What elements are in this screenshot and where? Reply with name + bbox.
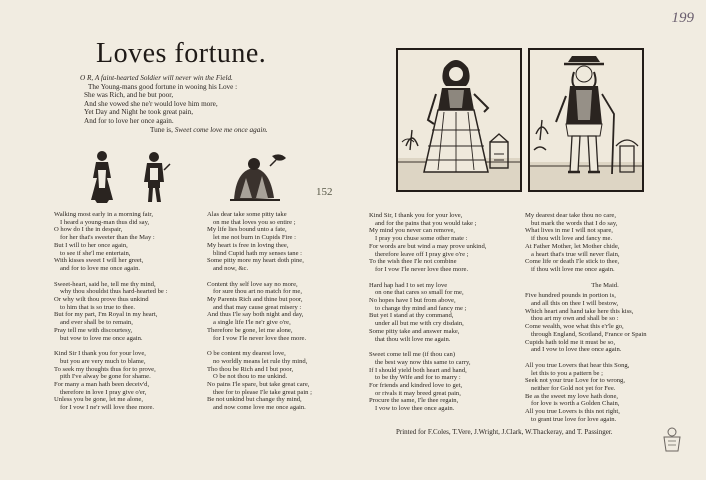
verse-line: Alas dear take some pitty take <box>207 211 287 218</box>
verse-line: For many a man hath been deceiv'd, <box>54 381 150 389</box>
verse-line: and for the pains that you would take ; <box>375 219 477 227</box>
verse-line: blind Cupid hath my senses tane : <box>213 249 303 257</box>
verse-line: if thou wilt love and fancy me. <box>531 235 613 243</box>
subtitle-line: And for to love her once again. <box>84 116 174 125</box>
verse-line: no worldly means let rule thy mind, <box>213 357 308 365</box>
subtitle-line: Yet Day and Night he took great pain, <box>84 108 194 117</box>
subtitle-line: The Young-mans good fortune in wooing his Love : <box>88 82 238 91</box>
verse-line: My Parents Rich and thine but poor, <box>207 296 303 304</box>
verse-column-2 <box>207 211 357 420</box>
verse-line: Sweet-heart, said he, tell me thy mind, <box>54 280 156 288</box>
verse-line: a single life I'le ne'r give o're, <box>213 319 291 327</box>
verse-line: Sweet come tell me (if thou can) <box>369 351 456 359</box>
verse-column-3 <box>369 212 521 421</box>
verse-line: to him that is so true to thee. <box>60 303 136 311</box>
verse-line: Or why wilt thou prove thus unkind <box>54 296 149 304</box>
verse-line: But I will to her once again, <box>54 241 128 249</box>
verse-line: Seek not your true Love for to wrong, <box>525 377 625 385</box>
catalog-number: 199 <box>671 10 694 26</box>
verse-line: Come wealth, woe what this e'r'le go, <box>525 323 624 331</box>
verse-line: to be thy Wife and for to marry : <box>375 374 461 382</box>
verse-line: on one that cares so small for me, <box>375 289 464 297</box>
verse-line: No pains I'le spare, but take great care, <box>207 381 310 389</box>
verse-line: But for my part, I'm Royal in my heart, <box>54 311 158 319</box>
verse-line: My dearest dear take thou no care, <box>525 212 616 219</box>
verse-line: let me not burn in Cupids Fire : <box>213 234 296 242</box>
verse-line: At Father Mother, let Mother chide, <box>525 242 620 250</box>
library-stamp <box>660 425 684 455</box>
verse-line: therefore in love I pray give o'er, <box>60 388 147 396</box>
verse-line: O how do I the in despair, <box>54 226 123 234</box>
verse-line: the best way now this same to carry, <box>375 358 471 366</box>
tune-prefix: Tune is, <box>150 125 173 134</box>
verse-line: All you true Lovers is this not right, <box>525 408 620 416</box>
verse-line: therefore leave off I pray give o're ; <box>375 250 469 258</box>
verse-line: Which heart and hand take here this kiss, <box>525 307 634 315</box>
stanza <box>54 211 202 273</box>
verse-line: With kisses sweet I will her greet, <box>54 257 144 265</box>
verse-line: but vow to love me once again. <box>60 334 143 342</box>
verse-line: for sure thou art no match for me, <box>213 288 302 296</box>
verse-line: To seek my thoughts thus for to prove, <box>54 365 156 373</box>
stanza <box>54 350 202 412</box>
verse-line: and now, &c. <box>213 264 249 272</box>
verse-line: Come life or death I'le stick to thee, <box>525 258 620 266</box>
verse-line: No hopes have I but from above, <box>369 297 456 305</box>
verse-line: I pray you chuse some other mate : <box>375 235 468 243</box>
verse-line: why thou shouldst thus hard-hearted be : <box>60 288 168 296</box>
verse-line: Tho thou be Rich and I but poor, <box>207 365 294 373</box>
verse-line: My mind you never can remove, <box>369 227 456 235</box>
tune-line <box>80 126 340 135</box>
verse-line: on me that loves you so entire ; <box>213 218 296 226</box>
verse-column-1 <box>54 211 202 420</box>
verse-line: for I vow I'le never love thee more. <box>213 334 307 342</box>
verse-line: Procure the same, I'le thee regain, <box>369 397 459 405</box>
verse-line: If I should yield both heart and hand, <box>369 366 467 374</box>
stanza <box>525 292 685 354</box>
verse-line: thee for to please I'le take great pain ; <box>213 388 312 396</box>
verse-line: Some pitty take and answer make, <box>369 327 460 335</box>
verse-line: neither for Gold not yet for Fee. <box>531 385 616 393</box>
stanza <box>369 351 521 413</box>
subtitle-line: And she vowed she ne'r would love him more, <box>84 99 218 108</box>
stanza <box>369 282 521 344</box>
verse-line: through England, Scotland, France or Spain <box>531 330 647 338</box>
subtitle-line: O R, A faint-hearted Soldier will never win the Field. <box>80 74 233 82</box>
verse-line: and I vow to love thee once again. <box>531 346 622 354</box>
verse-line: and all this on thee I will bestow, <box>531 300 619 308</box>
verse-line: To the wish thee I'le not combine <box>369 258 457 266</box>
printer-imprint: Printed for F.Coles, T.Vere, J.Wright, J.Clark, W.Thackeray, and T. Passinger. <box>396 428 613 436</box>
subtitle-line: She was Rich, and he but poor, <box>84 91 174 100</box>
stanza <box>54 281 202 343</box>
stanza <box>525 362 685 424</box>
verse-line: But yet I stand at thy command, <box>369 312 454 320</box>
verse-line: Therefore be gone, let me alone, <box>207 326 293 334</box>
gentleman-woodcut <box>528 48 644 192</box>
verse-line: thou art my own and shall be so : <box>531 315 619 323</box>
stanza <box>207 281 357 343</box>
stanza <box>369 212 521 274</box>
ballad-title: Loves fortune. <box>96 38 267 69</box>
verse-line: pith I've alway be gone for shame. <box>60 373 151 381</box>
verse-line: Pray tell me with discourtesy, <box>54 326 133 334</box>
verse-line: Kind Sir I thank you for your love, <box>54 350 146 358</box>
verse-line: My heart is free in loving thee, <box>207 241 289 249</box>
verse-line: to change thy mind and fancy me ; <box>375 304 467 312</box>
verse-line: O be not thou to me unkind. <box>213 373 288 381</box>
verse-line: and ever shall be to remain, <box>60 319 133 327</box>
verse-line: O be content my dearest love, <box>207 350 286 358</box>
ballad-subtitle <box>80 74 340 134</box>
verse-line: and now come love me once again. <box>213 404 306 412</box>
verse-line: for I vow I'le never love thee more. <box>375 265 469 273</box>
margin-note: 152 <box>316 186 333 198</box>
woman-figure-woodcut <box>86 148 118 204</box>
verse-line: a heart that's true will never flain, <box>531 250 620 258</box>
verse-line: to grant true love for love again. <box>531 415 617 423</box>
verse-line: All you true Lovers that hear this Song, <box>525 361 630 369</box>
verse-line: that thou wilt love me again. <box>375 335 451 343</box>
verse-line: And thus I'le say both night and day, <box>207 311 304 319</box>
verse-line: What lives in me I will not spare, <box>525 227 613 235</box>
verse-line: let this to you a pattern be ; <box>531 369 603 377</box>
stanza <box>525 212 685 274</box>
lady-woodcut <box>396 48 522 192</box>
verse-line: Hard hap had I to set my love <box>369 281 448 289</box>
verse-line: but mark the words that I do say, <box>531 219 618 227</box>
stanza <box>207 350 357 412</box>
verse-line: My life lies bound unto a fate, <box>207 226 287 234</box>
verse-line: under all but me with cry disdain, <box>375 320 464 328</box>
verse-line: for I vow I ne'r will love thee more. <box>60 404 155 412</box>
verse-column-4 <box>525 212 685 432</box>
verse-line: Some pitty more my heart doth pine, <box>207 257 304 265</box>
verse-line: For words are but wind a may prove unkind, <box>369 242 487 250</box>
verse-line: Cupids hath told me it must be so, <box>525 338 616 346</box>
verse-line: For friends and kindred love to get, <box>369 382 463 390</box>
verse-line: for love is worth a Golden Chain, <box>531 400 620 408</box>
verse-line: I vow to love thee once again. <box>375 405 455 413</box>
the-maid-heading: The Maid. <box>591 281 619 289</box>
verse-line: but you are very much to blame, <box>60 357 146 365</box>
verse-line: Be not unkind but change thy mind, <box>207 396 302 404</box>
verse-line: for her that's sweeter than the May : <box>60 234 155 242</box>
verse-line: and that may cause great misery : <box>213 303 302 311</box>
verse-line: to see if she'l me entertain, <box>60 249 131 257</box>
cupid-woodcut <box>226 150 296 204</box>
verse-line: or rivals it may breed great pain, <box>375 389 461 397</box>
verse-line: Unless you be gone, let me alone, <box>54 396 143 404</box>
verse-line: if thou wilt love me once again. <box>531 265 615 273</box>
man-figure-woodcut <box>138 150 172 204</box>
stanza <box>207 211 357 273</box>
verse-line: Content thy self love say no more, <box>207 280 298 288</box>
verse-line: and for to love me once again. <box>60 264 141 272</box>
verse-line: Walking most early in a morning fair, <box>54 211 154 218</box>
verse-line: Five hundred pounds in portion is, <box>525 292 616 300</box>
verse-line: Kind Sir, I thank you for your love, <box>369 212 463 219</box>
verse-line: I heard a young-man thus did say, <box>60 218 150 226</box>
verse-line: Be as the sweet my love hath done, <box>525 392 619 400</box>
tune-name: Sweet come love me once again. <box>174 125 268 134</box>
